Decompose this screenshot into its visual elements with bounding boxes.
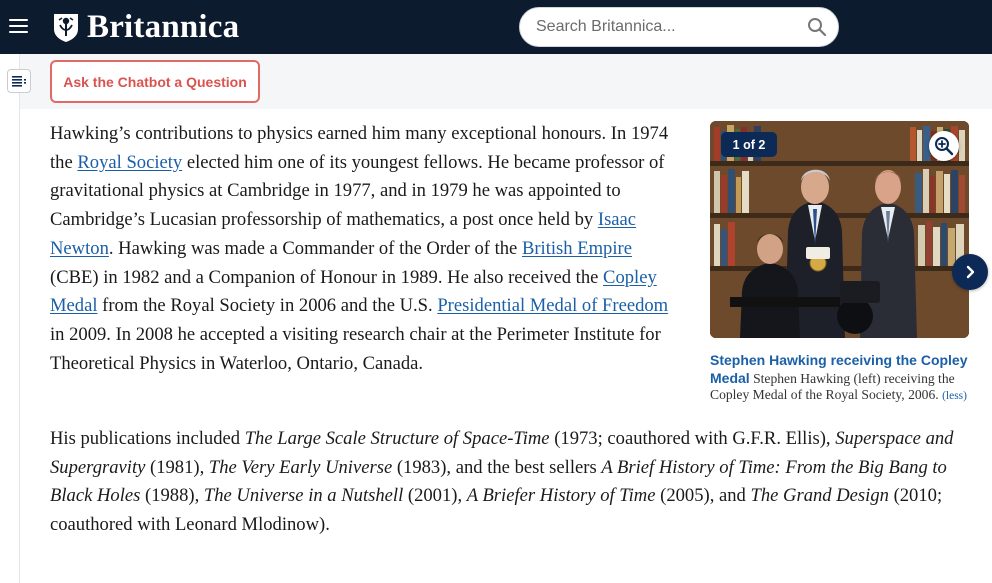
paragraph-text: (2005), and [655, 485, 751, 507]
article-paragraph-honours [50, 120, 675, 378]
caption-text: Stephen Hawking (left) receiving the Copley Medal of the Royal Society, 2006. [710, 370, 955, 403]
media-caption [710, 352, 972, 405]
article-paragraph-publications [50, 425, 985, 540]
search-icon[interactable] [807, 17, 827, 37]
left-rail [0, 54, 20, 583]
book-title: The Universe in a Nutshell [203, 485, 404, 507]
paragraph-text: (1988), [140, 485, 204, 507]
paragraph-text: elected him one of its youngest fellows. He became professor of gravitational physics at Cambridge in 1977, and in 1979 he was appointed to Cambridge’s Lucasian professorship of mathematics, a post once held by [50, 151, 665, 231]
next-image-button[interactable] [952, 254, 988, 290]
chevron-right-icon [963, 265, 977, 279]
search-box [519, 7, 839, 47]
search-input[interactable] [536, 16, 806, 38]
link-british-empire[interactable]: British Empire [521, 237, 632, 259]
brand-name: Britannica [87, 9, 240, 45]
thistle-logo-icon [52, 12, 80, 42]
hamburger-menu-icon[interactable] [9, 17, 29, 35]
link-isaac-newton[interactable]: Isaac Newton [50, 209, 637, 259]
paragraph-text: (2010; coauthored with Leonard Mlodinow). [50, 485, 943, 536]
book-title: The Very Early Universe [208, 456, 393, 478]
book-title: A Briefer History of Time [466, 485, 656, 507]
book-title: Superspace and Supergravity [50, 428, 954, 478]
paragraph-text: (1973; coauthored with G.F.R. Ellis), [549, 428, 836, 449]
book-title: The Large Scale Structure of Space-Time [244, 428, 550, 449]
book-title: A Brief History of Time: From the Big Bang to Black Holes [50, 456, 947, 507]
paragraph-text: (1981), [145, 456, 209, 478]
link-copley-medal[interactable]: Copley Medal [50, 266, 657, 317]
link-presidential-medal-of-freedom[interactable]: Presidential Medal of Freedom [437, 295, 669, 317]
media-image[interactable] [710, 121, 969, 338]
paragraph-text: (CBE) in 1982 and a Companion of Honour in 1989. He also received the [50, 266, 604, 288]
paragraph-text: from the Royal Society in 2006 and the U.S. [97, 295, 438, 317]
paragraph-text: Hawking’s contributions to physics earned him many exceptional honours. In 1974 the [50, 123, 669, 173]
zoom-button[interactable] [929, 131, 959, 161]
zoom-in-icon [934, 136, 954, 156]
table-of-contents-button[interactable] [7, 69, 31, 93]
paragraph-text: (2001), [403, 485, 467, 507]
caption-less-link[interactable]: (less) [942, 390, 967, 403]
britannica-logo[interactable] [52, 11, 239, 43]
paragraph-text: . Hawking was made a Commander of the Order of the [108, 237, 522, 259]
table-of-contents-icon [12, 76, 26, 87]
link-royal-society[interactable]: Royal Society [77, 151, 183, 173]
paragraph-text: His publications included [50, 428, 245, 449]
book-title: The Grand Design [750, 485, 889, 507]
paragraph-text: in 2009. In 2008 he accepted a visiting research chair at the Perimeter Institute for Theoretical Physics in Waterloo, Ontario, Canada. [50, 323, 661, 374]
image-counter-badge: 1 of 2 [721, 132, 777, 157]
top-bar [0, 0, 992, 54]
paragraph-text: (1983), and the best sellers [392, 456, 602, 478]
caption-title[interactable]: Stephen Hawking receiving the Copley Medal [710, 352, 968, 386]
ask-chatbot-button[interactable]: Ask the Chatbot a Question [50, 60, 260, 103]
